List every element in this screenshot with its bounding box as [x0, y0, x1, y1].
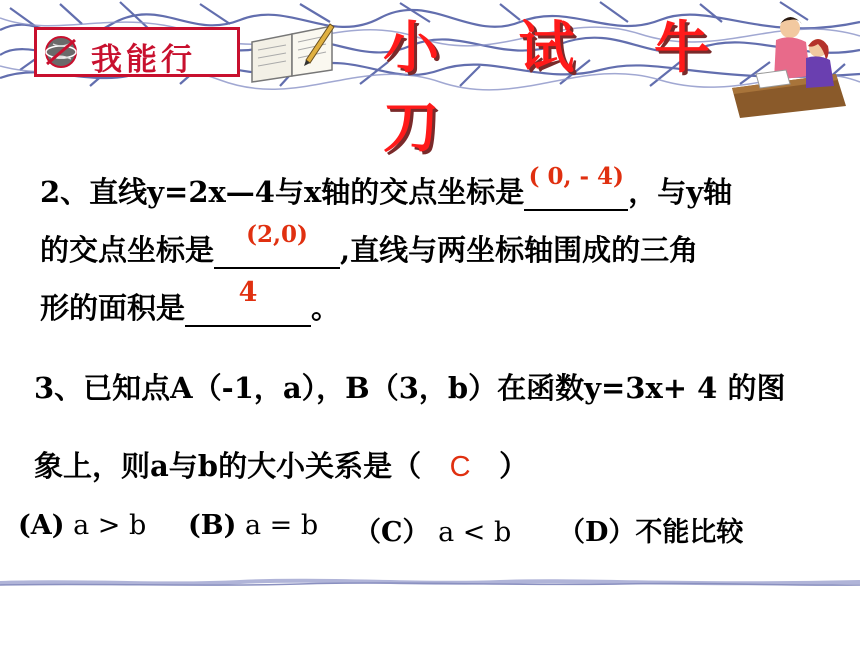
- answer-blank-area: [185, 277, 311, 327]
- option-d-text: 不能比较: [635, 517, 744, 548]
- notebook-pencil-icon: [246, 20, 338, 84]
- q2-line3-suffix: 。: [311, 291, 341, 325]
- q2-line2-suffix: ,直线与两坐标轴围成的三角: [340, 233, 699, 267]
- answer-y-intercept: (2,0): [246, 221, 308, 248]
- q3-line2-suffix: ）: [499, 449, 529, 483]
- option-d: [558, 510, 743, 549]
- q2-line1-prefix: 2、直线y=2x—4与x轴的交点坐标是: [40, 175, 525, 209]
- option-c-text: a < b: [429, 517, 512, 548]
- badge-box: [34, 27, 240, 77]
- answer-area: 4: [238, 277, 258, 308]
- teacher-student-icon: [726, 14, 848, 118]
- option-b-text: a = b: [236, 510, 319, 541]
- q2-line2-prefix: 的交点坐标是: [40, 233, 215, 267]
- option-b: [188, 510, 318, 541]
- badge-label: 我能行: [91, 42, 196, 78]
- option-b-key: (B): [188, 510, 237, 541]
- option-c: [354, 510, 511, 549]
- option-a-key: (A): [18, 510, 65, 541]
- answer-blank-y-intercept: [214, 221, 340, 269]
- q3-answer: C: [449, 451, 471, 483]
- q2-line1-suffix: ，与y轴: [628, 175, 733, 209]
- page-title: 小 试 牛 刀: [383, 16, 740, 161]
- footer-divider: [0, 578, 860, 588]
- option-d-key: （D）: [558, 517, 636, 548]
- q3-line2-prefix: 象上，则a与b的大小关系是（: [34, 449, 422, 483]
- option-c-key: （C）: [354, 517, 430, 548]
- option-a-text: a > b: [64, 510, 147, 541]
- q2-line1: [40, 163, 733, 211]
- q3-line1: 3、已知点A（-1，a），B（3，b）在函数y=3x+ 4 的图: [34, 371, 786, 405]
- option-a: [18, 510, 146, 541]
- q3-line2: [34, 444, 528, 485]
- q2-line2: [40, 221, 699, 269]
- answer-x-intercept: ( 0, - 4): [528, 163, 624, 190]
- q2-line3-prefix: 形的面积是: [40, 291, 186, 325]
- globe-icon: [43, 34, 79, 70]
- answer-blank-x-intercept: [524, 163, 628, 211]
- q2-line3: [40, 277, 341, 327]
